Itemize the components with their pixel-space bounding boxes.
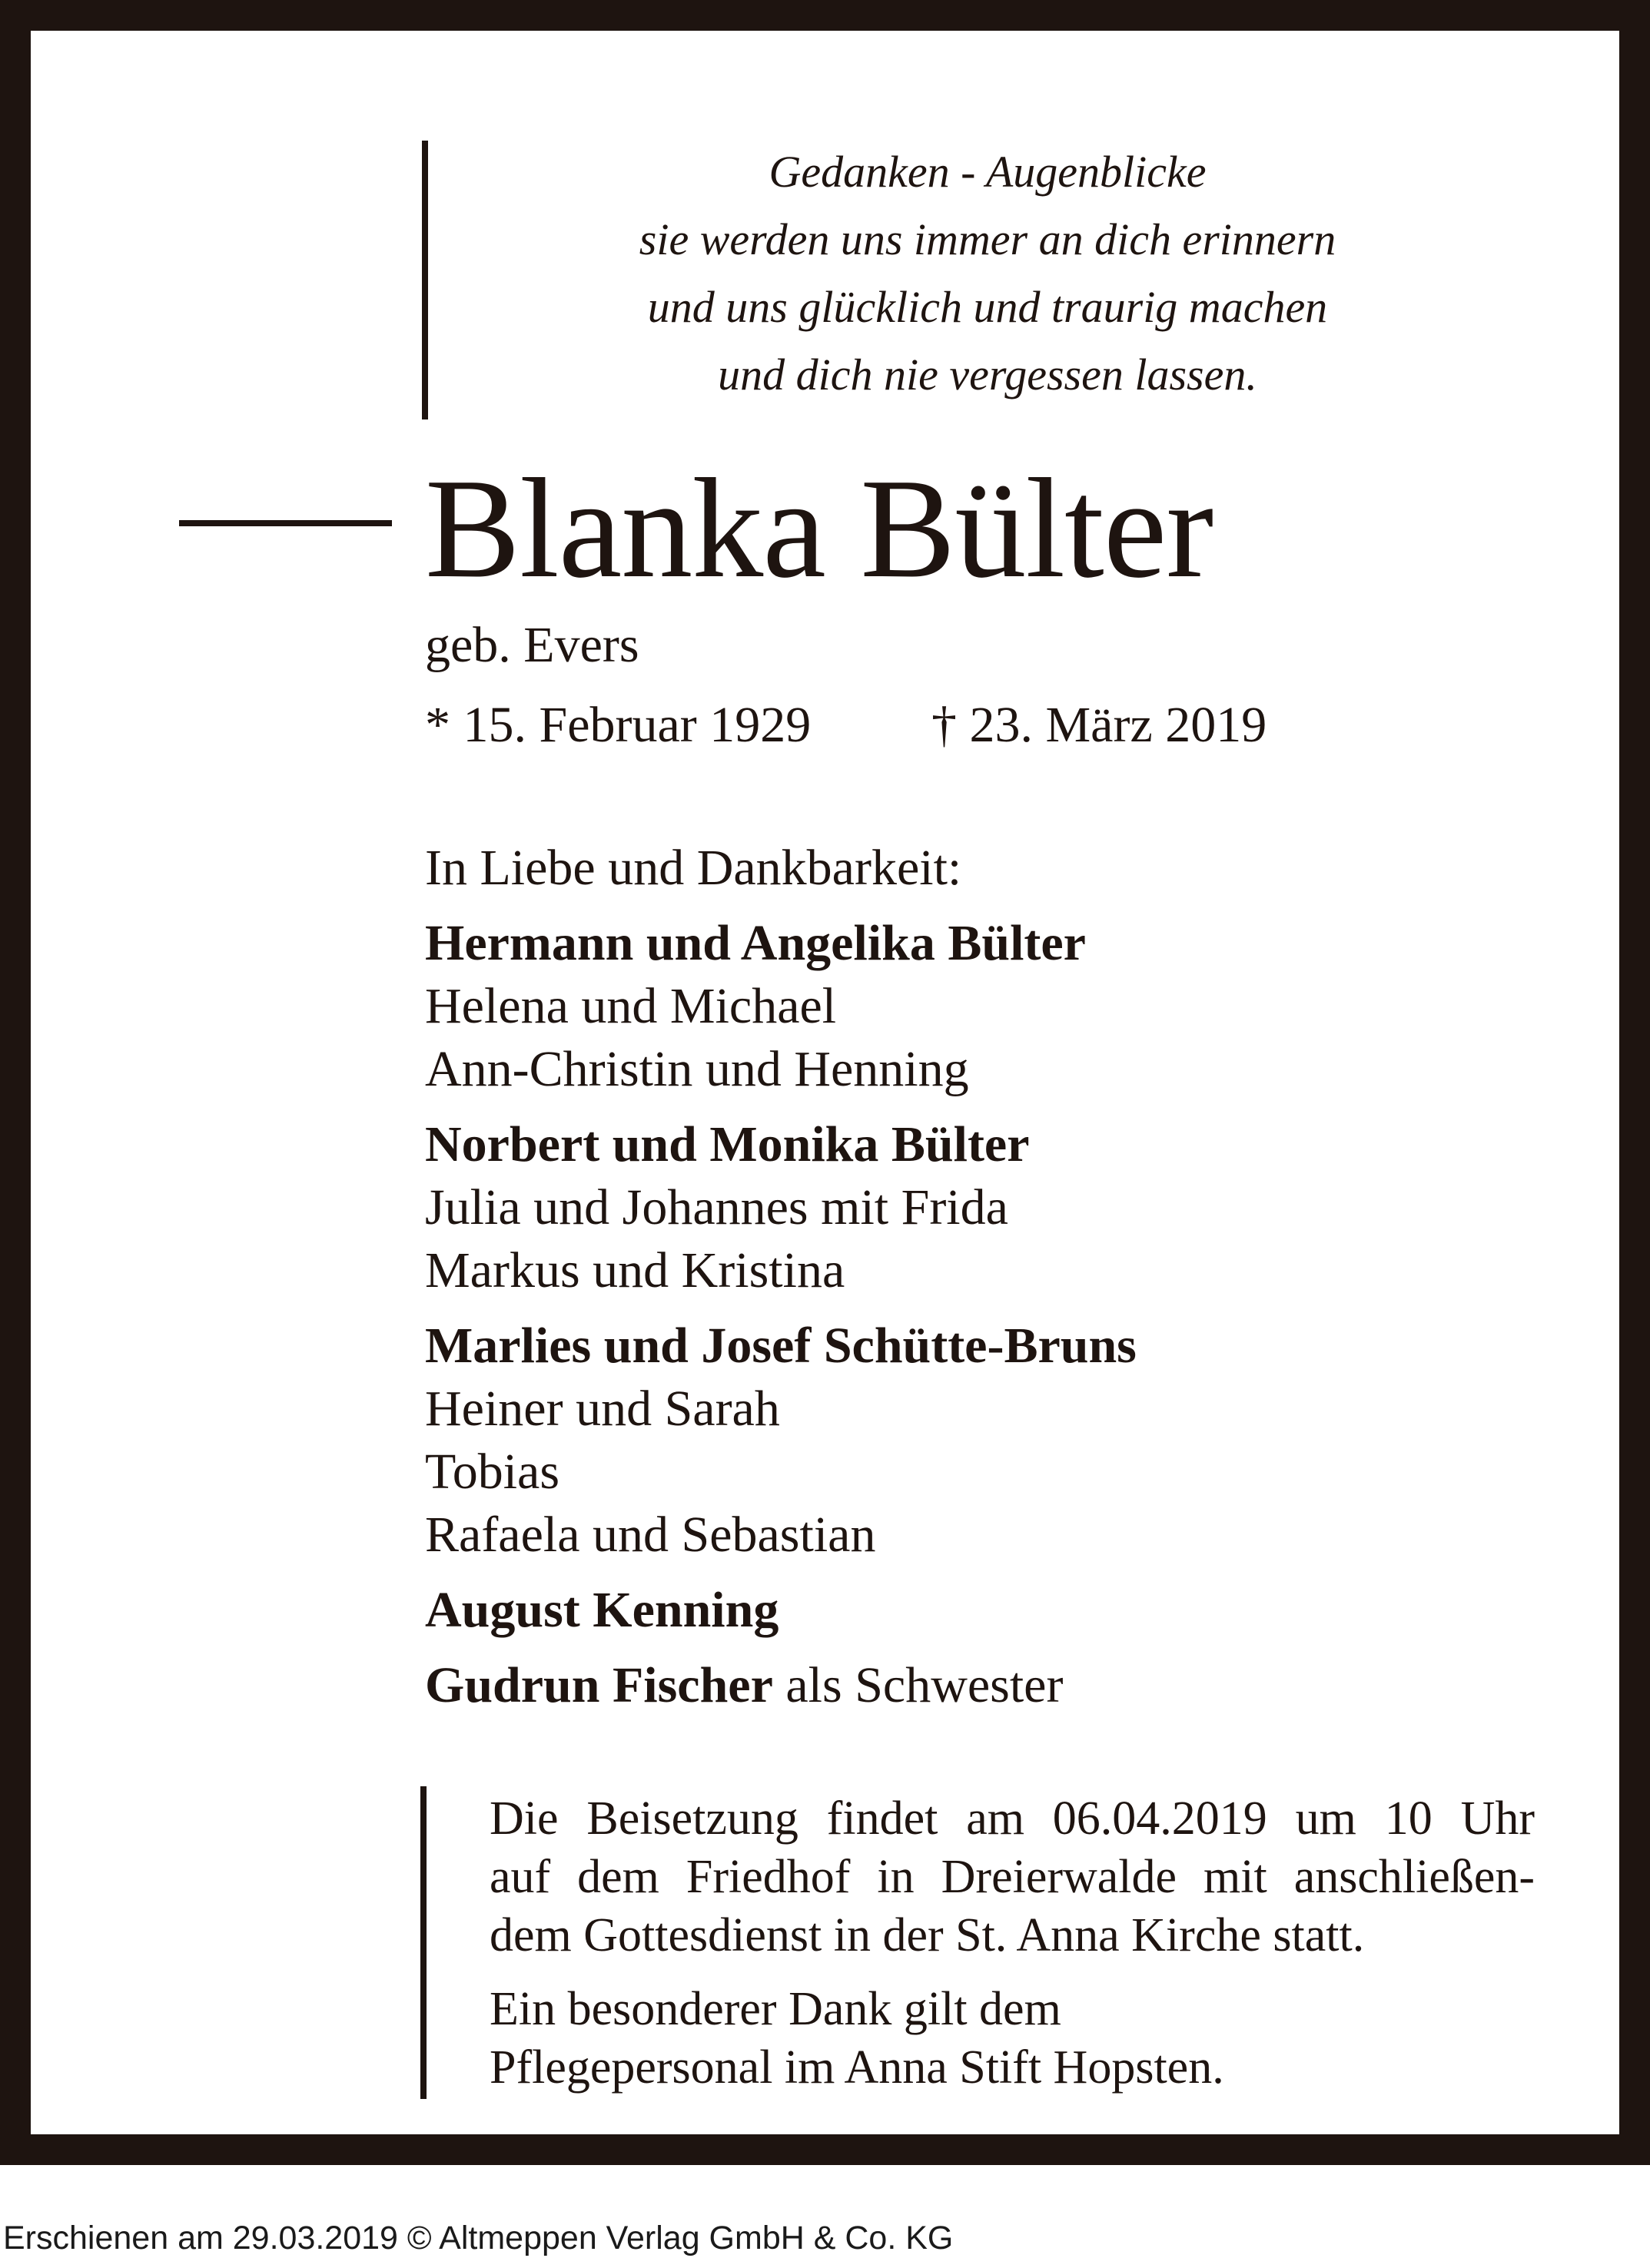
family-head: Marlies und Josef Schütte-Bruns: [425, 1318, 1137, 1374]
name-dash: [179, 520, 392, 526]
family-member: Julia und Johannes mit Frida: [425, 1179, 1008, 1235]
family-head: August Kenning: [425, 1582, 779, 1638]
poem-divider-bar: [422, 141, 428, 419]
poem-line: Gedanken - Augenblicke: [769, 147, 1207, 197]
family-head: Norbert und Monika Bülter: [425, 1116, 1030, 1172]
funeral-line: dem Gottesdienst in der St. Anna Kirche statt.: [490, 1909, 1365, 1961]
family-member: Markus und Kristina: [425, 1242, 845, 1298]
thanks-notice: [490, 1980, 1535, 2097]
poem-line: und uns glücklich und traurig machen: [647, 282, 1328, 332]
family-group: [425, 1579, 1137, 1642]
poem: [492, 138, 1483, 409]
mourners-list: [425, 837, 1137, 1729]
family-group: [425, 1315, 1137, 1567]
birth-date: * 15. Februar 1929: [425, 697, 812, 753]
poem-line: sie werden uns immer an dich erinnern: [639, 214, 1336, 264]
family-head: Hermann und Angelika Bülter: [425, 915, 1086, 971]
death-date: † 23. März 2019: [931, 697, 1267, 753]
thanks-line: Ein besonderer Dank gilt dem: [490, 1983, 1061, 2035]
funeral-line: Die Beisetzung findet am 06.04.2019 um 10 Uhr: [490, 1792, 1535, 1845]
poem-line: und dich nie vergessen lassen.: [718, 350, 1257, 400]
family-member: Ann-Christin und Henning: [425, 1041, 969, 1097]
family-relation: als Schwester: [772, 1657, 1064, 1713]
family-member: Rafaela und Sebastian: [425, 1507, 876, 1563]
maiden-name: geb. Evers: [425, 617, 639, 673]
family-head-line: [425, 1654, 1137, 1717]
family-group: [425, 912, 1137, 1101]
funeral-line: auf dem Friedhof in Dreierwalde mit anschließen-: [490, 1851, 1535, 1903]
family-member: Tobias: [425, 1444, 560, 1500]
family-member: Helena und Michael: [425, 978, 837, 1034]
mourners-intro: In Liebe und Dankbarkeit:: [425, 840, 962, 896]
family-head: Gudrun Fischer: [425, 1657, 773, 1713]
thanks-line: Pflegepersonal im Anna Stift Hopsten.: [490, 2041, 1224, 2094]
family-group: [425, 1654, 1137, 1717]
publication-footer: Erschienen am 29.03.2019 © Altmeppen Verlag GmbH & Co. KG: [3, 2220, 954, 2256]
funeral-notice: [490, 1789, 1535, 1965]
funeral-info: [490, 1789, 1535, 2097]
info-divider-bar: [420, 1786, 427, 2099]
family-member: Heiner und Sarah: [425, 1381, 780, 1437]
deceased-name: Blanka Bülter: [425, 449, 1213, 608]
family-group: [425, 1113, 1137, 1302]
